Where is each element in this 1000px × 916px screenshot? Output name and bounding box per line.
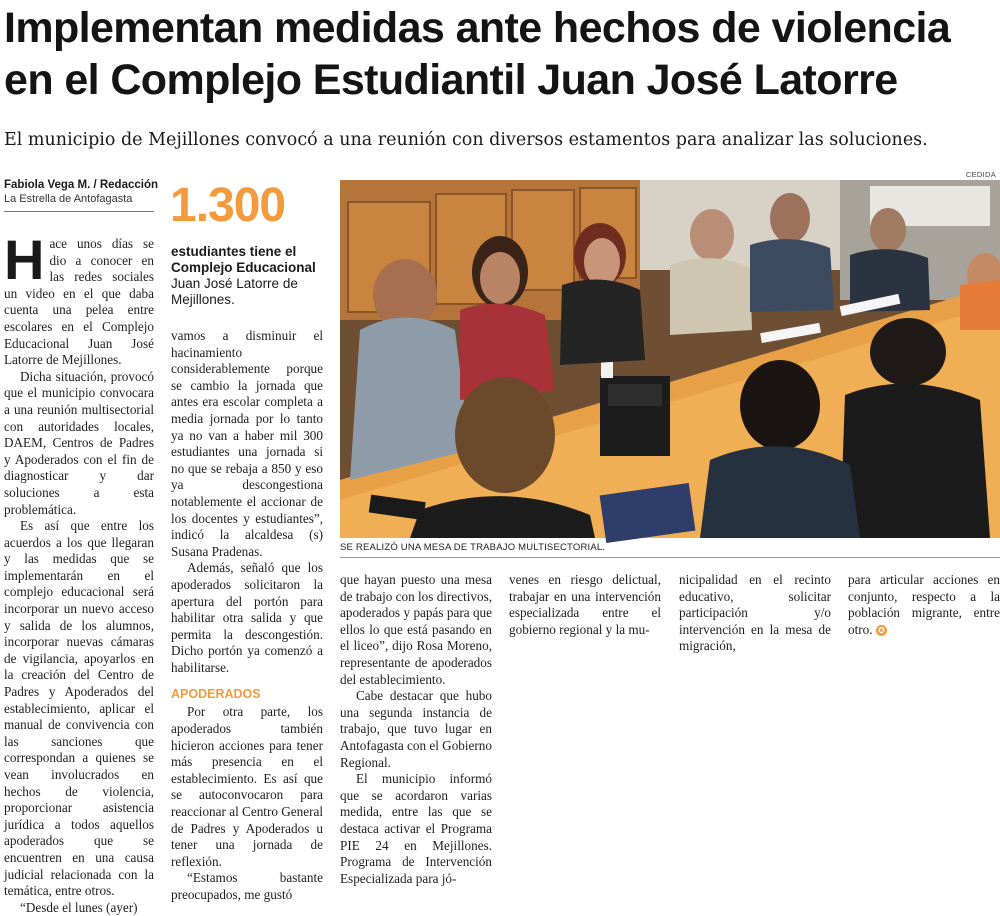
section-subheading: APODERADOS [171,687,261,702]
end-mark-icon: ✪ [876,625,887,636]
article-paragraph: El municipio informó que se acordaron varias medida, entre las que se destaca activar el Programa PIE 24 en Mejillones. Programa de Intervención Especializada para jó- [340,771,492,886]
headline-line-1: Implementan medidas ante hechos de violencia [4,4,951,52]
article-paragraph: Es así que entre los acuerdos a los que llegaran y las medidas que se implementarán en el complejo educacional será incorporar un nuevo acceso y salida de los alumnos, incorporar nuevas cámaras de vigilancia, apoyarlos en la creación del Centro de Padres y Apoderados del establecimiento, aplicar el manual de convivencia con las sanciones que correspondan a quienes se vean involucrados en hechos de violencia, proporcionar asistencia jurídica a todos aquellos apoderados que se encuentren en una causa judicial relacionada con la temática, entre otros. [4,518,154,899]
article-paragraph: “Desde el lunes (ayer) [20,899,138,915]
article-paragraph: “Estamos bastante preocupados, me gustó [171,870,323,902]
stat-text: Juan José Latorre de Mejillones. [171,276,298,307]
photo-caption: SE REALIZÓ UNA MESA DE TRABAJO MULTISECTORIAL. [340,542,606,553]
article-paragraph: Cabe destacar que hubo una segunda instancia de trabajo, que tuvo lugar en Antofagasta con el Gobierno Regional. [340,688,492,770]
photo-credit: CEDIDA [965,170,996,179]
byline-author: Fabiola Vega M. / Redacción [4,179,159,191]
stat-number: 1.300 [170,179,286,232]
article-paragraph: nicipalidad en el recinto educativo, solicitar participación y/o intervención en la mesa de migración, [679,572,831,654]
article-column-5 [679,572,831,655]
drop-cap: H [4,228,45,291]
stat-description [171,244,331,308]
article-column-3 [340,572,492,887]
article-full-text [0,0,1,1]
meeting-photo [340,180,1000,538]
article-paragraph: ace unos días se dio a conocer en las redes sociales un video en el que daba cuenta una pelea entre escolares en el Complejo Educacional Juan José Latorre de Mejillones. [4,236,154,368]
article-paragraph: que hayan puesto una mesa de trabajo con los directivos, apoderados y papás para que ellos lo que está pasando en el liceo”, dijo Rosa Moreno, representante de apoderados del establecimiento. [340,572,492,687]
stat-bold-text: estudiantes tiene el Complejo Educacional [171,244,316,275]
byline-outlet: La Estrella de Antofagasta [4,193,133,205]
byline-divider [4,211,154,212]
article-column-6 [848,572,1000,638]
article-text-p1 [0,0,1,1]
article-paragraph: Dicha situación, provocó que el municipio convocara a una reunión multisectorial con autoridades locales, DAEM, Centros de Padres y Apoderados con el fin de diagnosticar y dar soluciones a esta problemática. [4,368,154,517]
headline [4,2,996,106]
article-paragraph: Además, señaló que los apoderados solicitaron la apertura del portón para habilitar otra salida y que permita la descongestión. Dicho portón ya comenzó a habilitarse. [171,560,323,675]
headline-line-2: en el Complejo Estudiantil Juan José Latorre [4,56,898,104]
article-paragraph [848,572,1000,638]
article-paragraph: vamos a disminuir el hacinamiento considerablemente porque se cambio la jornada que antes era escolar completa a media jornada por lo tanto ya no van a haber mil 300 estudiantes una jornada si no que se rebaja a 850 y eso ya descongestiona notablemente el accionar de los docentes y estudiantes”, indicó la alcaldesa (s) Susana Pradenas. [171,328,323,559]
article-column-2 [171,328,323,904]
subheadline: El municipio de Mejillones convocó a una reunión con diversos estamentos para analizar las soluciones. [4,130,928,150]
photo-divider [340,557,1000,558]
article-column-4 [509,572,661,638]
byline [4,178,159,206]
article-column-1 [4,228,154,916]
article-paragraph: venes en riesgo delictual, trabajar en una intervención especializada entre el gobierno regional y la mu- [509,572,661,637]
article-paragraph: Por otra parte, los apoderados también hicieron acciones para tener más presencia en el establecimiento. Es así que se autoconvocaron para reaccionar al Centro General de Padres y Apoderados u tener una jornada de reflexión. [171,704,323,869]
meeting-photo-illustration [340,180,1000,538]
article-closing-text: para articular acciones en conjunto, respecto a la población migrante, entre otro. [848,572,1000,637]
